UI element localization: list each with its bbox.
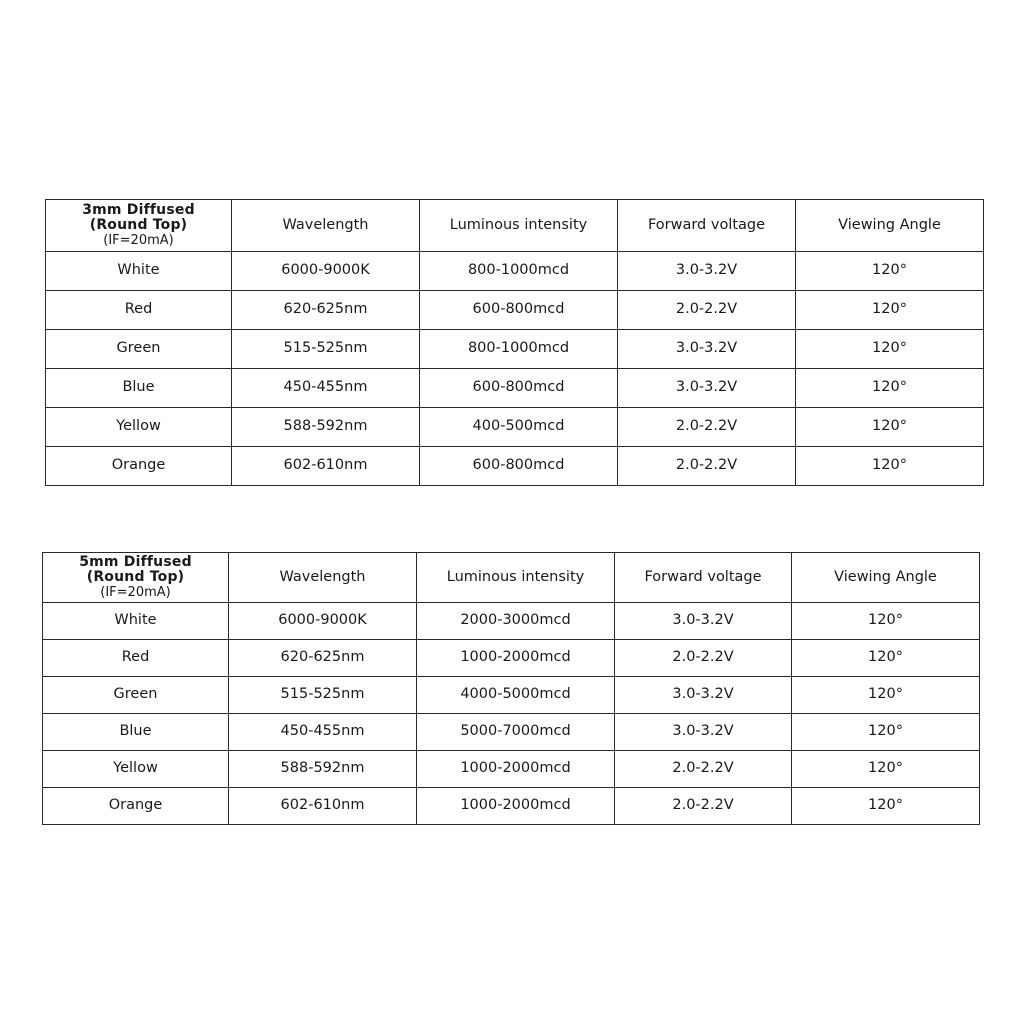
cell-color: Orange — [43, 788, 229, 825]
cell-wavelength: 515-525nm — [232, 330, 420, 369]
corner-cell — [46, 200, 232, 252]
cell-wavelength: 620-625nm — [232, 291, 420, 330]
cell-forward-voltage: 3.0-3.2V — [618, 369, 796, 408]
cell-luminous-intensity: 600-800mcd — [420, 369, 618, 408]
table-row — [43, 714, 980, 751]
cell-wavelength: 450-455nm — [232, 369, 420, 408]
cell-luminous-intensity: 600-800mcd — [420, 291, 618, 330]
table-row — [46, 252, 984, 291]
spec-table-3mm — [45, 199, 984, 486]
cell-color: Red — [43, 640, 229, 677]
cell-luminous-intensity: 800-1000mcd — [420, 252, 618, 291]
table-row — [43, 788, 980, 825]
header-forward-voltage: Forward voltage — [615, 553, 792, 603]
table-row — [46, 408, 984, 447]
table-row — [46, 291, 984, 330]
table-header-row — [46, 200, 984, 252]
header-forward-voltage: Forward voltage — [618, 200, 796, 252]
cell-viewing-angle: 120° — [792, 640, 980, 677]
cell-forward-voltage: 2.0-2.2V — [618, 408, 796, 447]
cell-forward-voltage: 3.0-3.2V — [615, 714, 792, 751]
cell-wavelength: 602-610nm — [229, 788, 417, 825]
corner-condition: (IF=20mA) — [100, 584, 171, 600]
header-wavelength: Wavelength — [232, 200, 420, 252]
cell-viewing-angle: 120° — [796, 291, 984, 330]
cell-forward-voltage: 2.0-2.2V — [618, 291, 796, 330]
cell-color: Orange — [46, 447, 232, 486]
cell-viewing-angle: 120° — [796, 408, 984, 447]
cell-wavelength: 6000-9000K — [232, 252, 420, 291]
cell-viewing-angle: 120° — [796, 252, 984, 291]
cell-viewing-angle: 120° — [792, 751, 980, 788]
cell-luminous-intensity: 4000-5000mcd — [417, 677, 615, 714]
corner-title: 3mm Diffused — [82, 201, 195, 218]
cell-color: Red — [46, 291, 232, 330]
cell-forward-voltage: 3.0-3.2V — [618, 252, 796, 291]
cell-color: Green — [46, 330, 232, 369]
corner-cell — [43, 553, 229, 603]
corner-condition: (IF=20mA) — [103, 232, 174, 248]
cell-color: Yellow — [46, 408, 232, 447]
cell-color: Yellow — [43, 751, 229, 788]
cell-forward-voltage: 3.0-3.2V — [615, 603, 792, 640]
cell-luminous-intensity: 800-1000mcd — [420, 330, 618, 369]
header-viewing-angle: Viewing Angle — [796, 200, 984, 252]
cell-color: Blue — [43, 714, 229, 751]
cell-wavelength: 450-455nm — [229, 714, 417, 751]
table-row — [43, 603, 980, 640]
corner-subtitle: (Round Top) — [86, 569, 185, 586]
corner-subtitle: (Round Top) — [89, 217, 188, 234]
cell-color: White — [43, 603, 229, 640]
cell-viewing-angle: 120° — [796, 369, 984, 408]
header-wavelength: Wavelength — [229, 553, 417, 603]
cell-viewing-angle: 120° — [792, 788, 980, 825]
table-row — [46, 330, 984, 369]
cell-wavelength: 602-610nm — [232, 447, 420, 486]
cell-forward-voltage: 2.0-2.2V — [615, 751, 792, 788]
cell-viewing-angle: 120° — [792, 714, 980, 751]
cell-luminous-intensity: 1000-2000mcd — [417, 751, 615, 788]
table-header-row — [43, 553, 980, 603]
cell-luminous-intensity: 1000-2000mcd — [417, 640, 615, 677]
cell-luminous-intensity: 600-800mcd — [420, 447, 618, 486]
header-luminous-intensity: Luminous intensity — [417, 553, 615, 603]
cell-wavelength: 620-625nm — [229, 640, 417, 677]
cell-color: White — [46, 252, 232, 291]
cell-color: Blue — [46, 369, 232, 408]
table-row — [46, 447, 984, 486]
cell-forward-voltage: 3.0-3.2V — [618, 330, 796, 369]
cell-forward-voltage: 2.0-2.2V — [618, 447, 796, 486]
cell-viewing-angle: 120° — [792, 603, 980, 640]
cell-forward-voltage: 2.0-2.2V — [615, 640, 792, 677]
cell-viewing-angle: 120° — [792, 677, 980, 714]
corner-title: 5mm Diffused — [79, 553, 192, 570]
cell-color: Green — [43, 677, 229, 714]
cell-luminous-intensity: 400-500mcd — [420, 408, 618, 447]
cell-forward-voltage: 3.0-3.2V — [615, 677, 792, 714]
table-row — [43, 751, 980, 788]
cell-forward-voltage: 2.0-2.2V — [615, 788, 792, 825]
spec-table-5mm — [42, 552, 980, 825]
cell-wavelength: 588-592nm — [229, 751, 417, 788]
cell-viewing-angle: 120° — [796, 447, 984, 486]
header-luminous-intensity: Luminous intensity — [420, 200, 618, 252]
cell-luminous-intensity: 1000-2000mcd — [417, 788, 615, 825]
header-viewing-angle: Viewing Angle — [792, 553, 980, 603]
cell-wavelength: 6000-9000K — [229, 603, 417, 640]
cell-wavelength: 515-525nm — [229, 677, 417, 714]
cell-luminous-intensity: 5000-7000mcd — [417, 714, 615, 751]
cell-wavelength: 588-592nm — [232, 408, 420, 447]
table-row — [43, 677, 980, 714]
cell-viewing-angle: 120° — [796, 330, 984, 369]
table-row — [46, 369, 984, 408]
table-row — [43, 640, 980, 677]
cell-luminous-intensity: 2000-3000mcd — [417, 603, 615, 640]
